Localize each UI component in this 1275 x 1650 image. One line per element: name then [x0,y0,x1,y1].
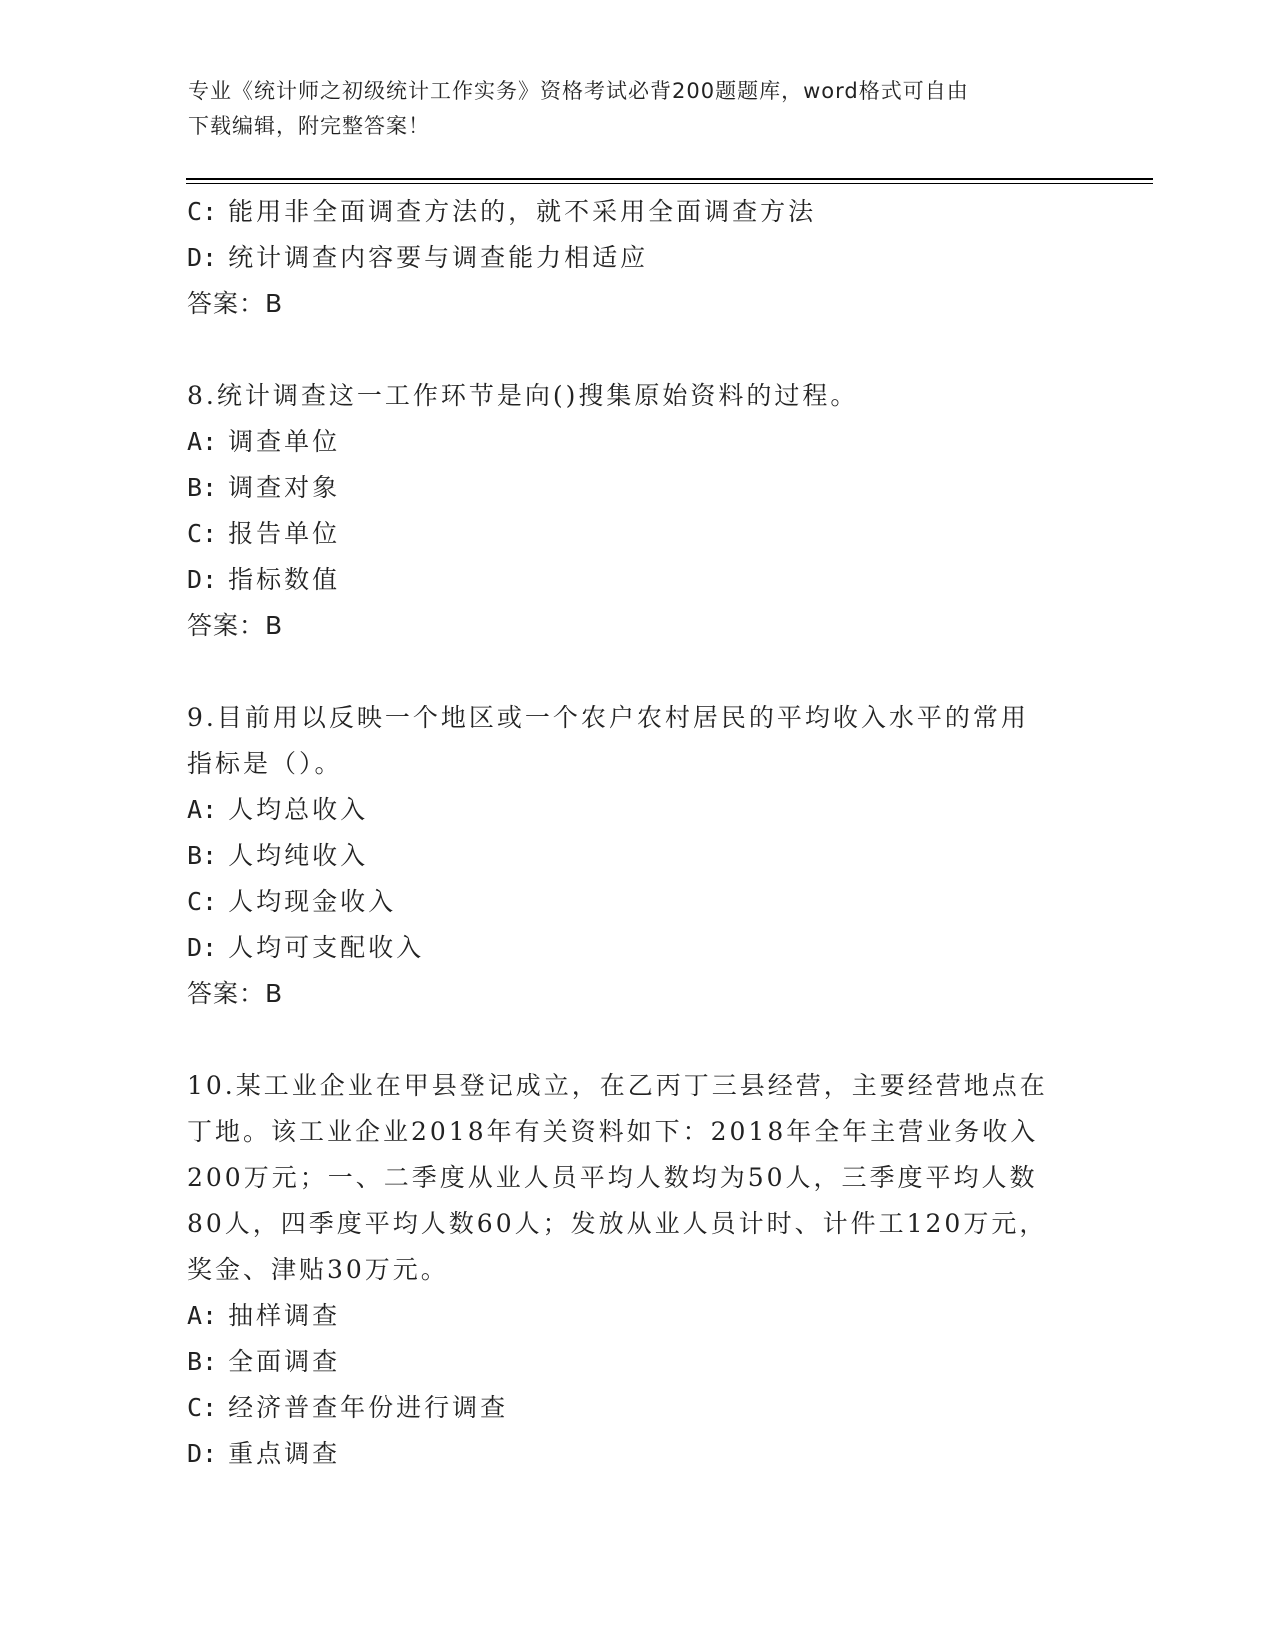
option-text: 抽样调查 [228,1301,341,1330]
option-text: 人均总收入 [228,795,369,824]
option-letter: C: [187,887,218,916]
option-letter: A: [187,427,218,456]
q9-option-b [187,833,1087,879]
option-text: 能用非全面调查方法的，就不采用全面调查方法 [228,197,817,226]
q9-answer: 答案：B [187,979,284,1008]
prev-answer: 答案：B [187,289,284,318]
option-letter: B: [187,1347,218,1376]
option-text: 经济普查年份进行调查 [228,1393,509,1422]
option-letter: D: [187,243,218,272]
q9-option-a [187,787,1087,833]
q9-stem-line-2: 指标是（）。 [187,749,343,778]
prev-option-c [187,189,1087,235]
option-letter: A: [187,1301,218,1330]
q9-option-d [187,925,1087,971]
option-letter: C: [187,519,218,548]
q9-option-c [187,879,1087,925]
option-letter: A: [187,795,218,824]
option-text: 调查单位 [228,427,341,456]
option-text: 统计调查内容要与调查能力相适应 [228,243,649,272]
option-text: 全面调查 [228,1347,341,1376]
option-text: 人均纯收入 [228,841,369,870]
document-header [188,74,1078,144]
q10-stem-line-3: 200万元；一、二季度从业人员平均人数均为50人，三季度平均人数 [187,1163,1038,1192]
q9-stem-line-1: 9.目前用以反映一个地区或一个农户农村居民的平均收入水平的常用 [187,703,1029,732]
option-text: 人均可支配收入 [228,933,425,962]
prev-option-d [187,235,1087,281]
q8-option-c [187,511,1087,557]
q10-stem-line-4: 80人，四季度平均人数60人；发放从业人员计时、计件工120万元， [187,1209,1048,1238]
option-letter: D: [187,933,218,962]
option-letter: C: [187,197,218,226]
q8-option-b [187,465,1087,511]
q8-stem: 8.统计调查这一工作环节是向()搜集原始资料的过程。 [187,381,859,410]
option-text: 报告单位 [228,519,341,548]
q10-option-a [187,1293,1087,1339]
q10-stem-line-5: 奖金、津贴30万元。 [187,1255,449,1284]
option-text: 指标数值 [228,565,341,594]
q8-option-d [187,557,1087,603]
q10-option-d [187,1431,1087,1477]
option-text: 调查对象 [228,473,341,502]
q8-answer: 答案：B [187,611,284,640]
header-divider-thin [186,183,1153,184]
header-line-1: 专业《统计师之初级统计工作实务》资格考试必背200题题库，word格式可自由 [188,79,969,103]
question-body [187,189,1087,1477]
q10-option-b [187,1339,1087,1385]
option-letter: D: [187,1439,218,1468]
q10-stem-line-2: 丁地。该工业企业2018年有关资料如下：2018年全年主营业务收入 [187,1117,1039,1146]
q10-option-c [187,1385,1087,1431]
q10-stem-line-1: 10.某工业企业在甲县登记成立，在乙丙丁三县经营，主要经营地点在 [187,1071,1048,1100]
option-letter: B: [187,473,218,502]
header-divider-thick [186,178,1153,180]
option-letter: D: [187,565,218,594]
q8-option-a [187,419,1087,465]
option-letter: C: [187,1393,218,1422]
header-line-2: 下载编辑，附完整答案！ [188,114,430,138]
option-letter: B: [187,841,218,870]
option-text: 人均现金收入 [228,887,397,916]
option-text: 重点调查 [228,1439,341,1468]
